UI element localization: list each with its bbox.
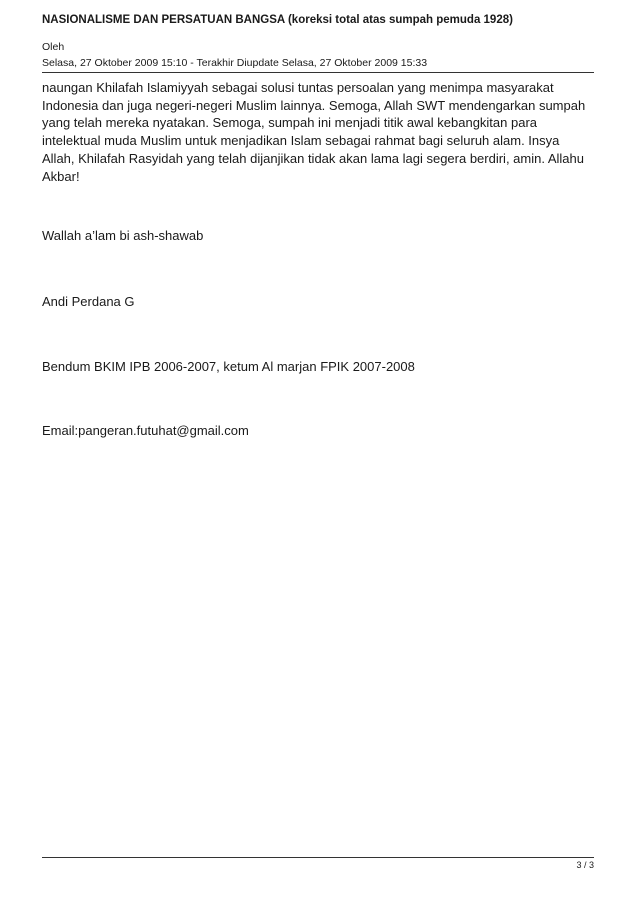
author-email: Email:pangeran.futuhat@gmail.com (42, 423, 249, 438)
paragraph-line: intelektual muda Muslim untuk menjadikan Islam sebagai rahmat bagi seluruh alam. Insya (42, 133, 560, 149)
page-number: 3 / 3 (576, 860, 594, 870)
author-label: Oleh (42, 41, 65, 53)
paragraph-line: naungan Khilafah Islamiyyah sebagai solusi tuntas persoalan yang menimpa masyarakat (42, 80, 554, 95)
footer-divider (42, 857, 594, 858)
author-affiliation: Bendum BKIM IPB 2006-2007, ketum Al marjan FPIK 2007-2008 (42, 359, 415, 374)
author-name: Andi Perdana G (42, 294, 135, 309)
publish-dates: Selasa, 27 Oktober 2009 15:10 - Terakhir Diupdate Selasa, 27 Oktober 2009 15:33 (42, 57, 428, 69)
article-title: NASIONALISME DAN PERSATUAN BANGSA (koreksi total atas sumpah pemuda 1928) (42, 14, 513, 26)
paragraph-line: yang telah mereka nyatakan. Semoga, sumpah ini menjadi titik awal kebangkitan para (42, 115, 538, 131)
body-paragraph (42, 79, 602, 185)
paragraph-line: Allah, Khilafah Rasyidah yang telah dijanjikan tidak akan lama lagi segera berdiri, amin. Allahu (42, 150, 584, 166)
header-divider (42, 72, 594, 73)
closing-line: Wallah a’lam bi ash-shawab (42, 228, 204, 243)
paragraph-line: Akbar! (42, 168, 80, 184)
paragraph-line: Indonesia dan juga negeri-negeri Muslim lainnya. Semoga, Allah SWT mendengarkan sumpah (42, 97, 586, 113)
